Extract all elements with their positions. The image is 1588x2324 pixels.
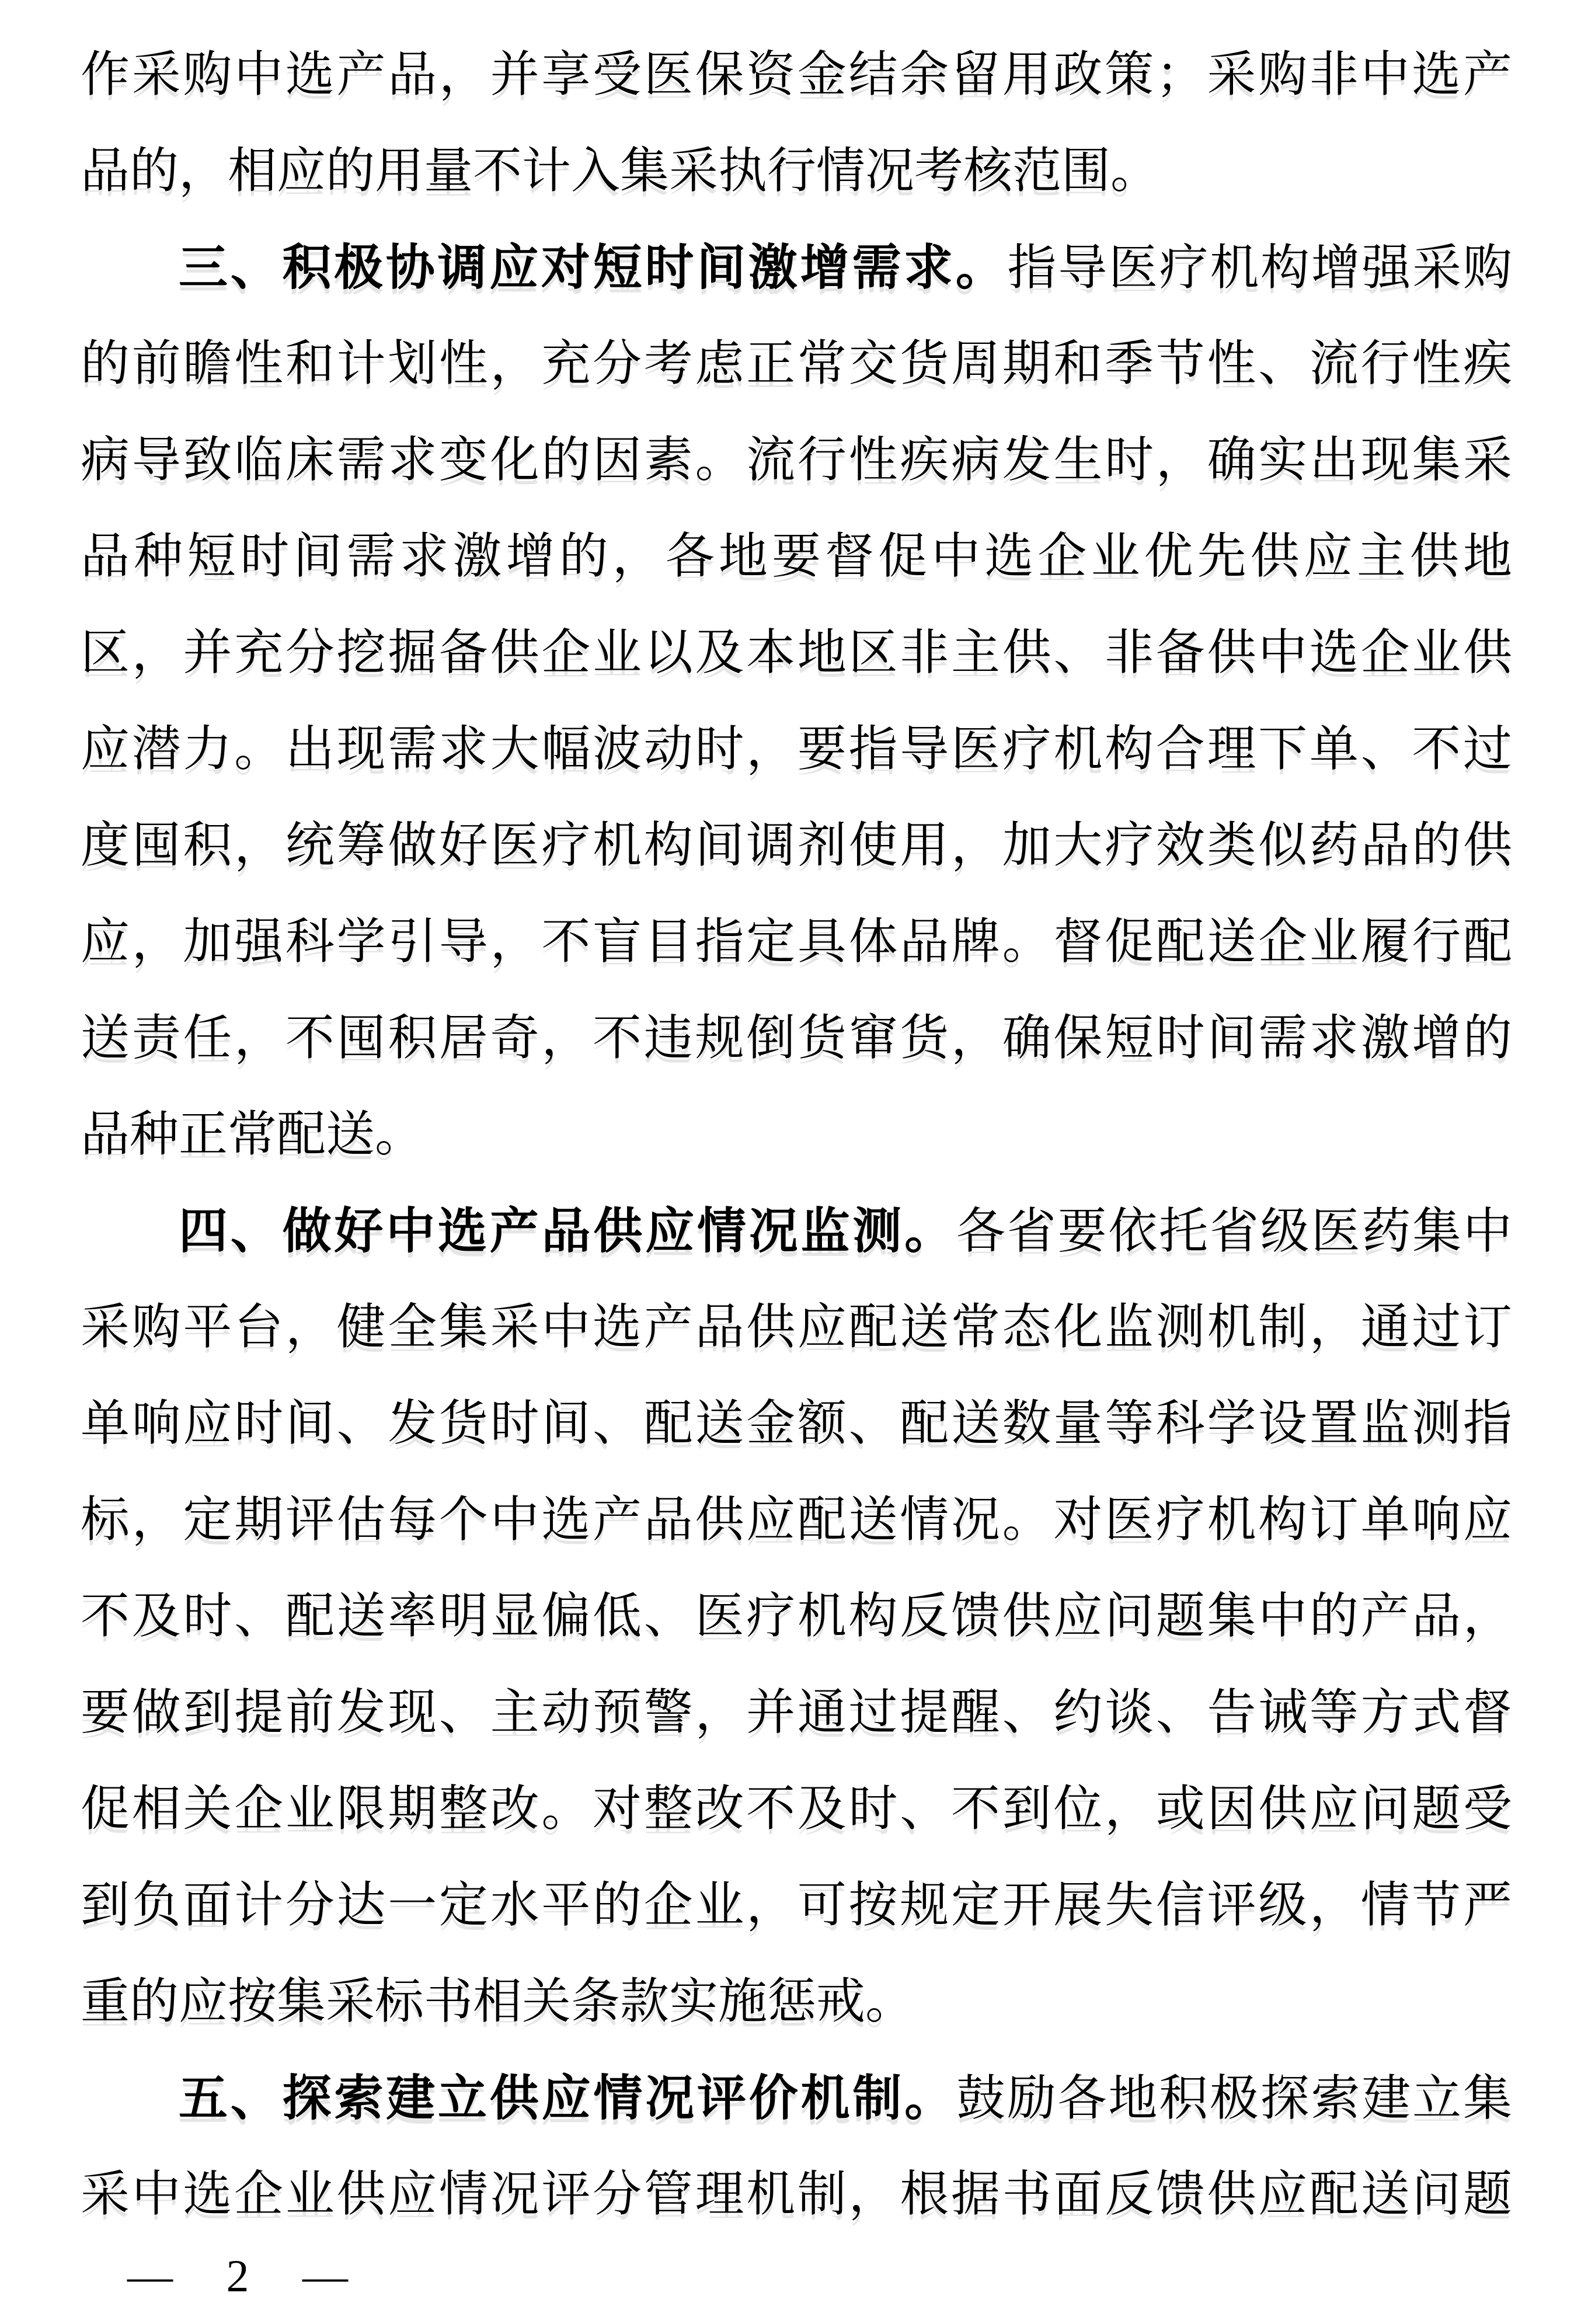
text-line: 应，加强科学引导，不盲目指定具体品牌。督促配送企业履行配	[81, 915, 1512, 969]
text-line: 采中选企业供应情况评分管理机制，根据书面反馈供应配送问题	[81, 2168, 1512, 2222]
text-line: 品种正常配送。	[81, 1108, 424, 1162]
section-heading: 五、探索建立供应情况评价机制。	[179, 2071, 956, 2125]
text-line: 应潜力。出现需求大幅波动时，要指导医疗机构合理下单、不过	[81, 722, 1512, 777]
text-line: 品的，相应的用量不计入集采执行情况考核范围。	[81, 144, 1160, 199]
page-footer: — 2 —	[127, 2250, 348, 2301]
text-line: 到负面计分达一定水平的企业，可按规定开展失信评级，情节严	[81, 1878, 1512, 1933]
text-line: 品种短时间需求激增的，各地要督促中选企业优先供应主供地	[81, 530, 1512, 584]
text-line: 要做到提前发现、主动预警，并通过提醒、约谈、告诫等方式督	[81, 1686, 1512, 1740]
document-lines	[81, 27, 1512, 2243]
text-line: 度囤积，统筹做好医疗机构间调剂使用，加大疗效类似药品的供	[81, 819, 1512, 873]
text-line: 区，并充分挖掘备供企业以及本地区非主供、非备供中选企业供	[81, 626, 1512, 680]
text-line-with-heading: 五、探索建立供应情况评价机制。鼓励各地积极探索建立集	[179, 2071, 1512, 2126]
text-line: 标，定期评估每个中选产品供应配送情况。对医疗机构订单响应	[81, 1493, 1512, 1547]
text-line: 作采购中选产品，并享受医保资金结余留用政策；采购非中选产	[81, 48, 1512, 102]
text-line: 送责任，不囤积居奇，不违规倒货窜货，确保短时间需求激增的	[81, 1011, 1512, 1066]
text-line: 采购平台，健全集采中选产品供应配送常态化监测机制，通过订	[81, 1300, 1512, 1355]
section-heading: 三、积极协调应对短时间激增需求。	[179, 240, 1008, 295]
text-line: 单响应时间、发货时间、配送金额、配送数量等科学设置监测指	[81, 1397, 1512, 1451]
text-line-with-heading: 四、做好中选产品供应情况监测。各省要依托省级医药集中	[179, 1203, 1512, 1259]
text-line: 的前瞻性和计划性，充分考虑正常交货周期和季节性、流行性疾	[81, 337, 1512, 391]
text-line: 不及时、配送率明显偏低、医疗机构反馈供应问题集中的产品，	[81, 1589, 1512, 1644]
section-heading: 四、做好中选产品供应情况监测。	[179, 1203, 956, 1258]
text-line: 促相关企业限期整改。对整改不及时、不到位，或因供应问题受	[81, 1782, 1512, 1836]
text-line-with-heading: 三、积极协调应对短时间激增需求。指导医疗机构增强采购	[179, 240, 1512, 295]
text-line: 重的应按集采标书相关条款实施惩戒。	[81, 1975, 915, 2029]
text-line: 病导致临床需求变化的因素。流行性疾病发生时，确实出现集采	[81, 433, 1512, 488]
